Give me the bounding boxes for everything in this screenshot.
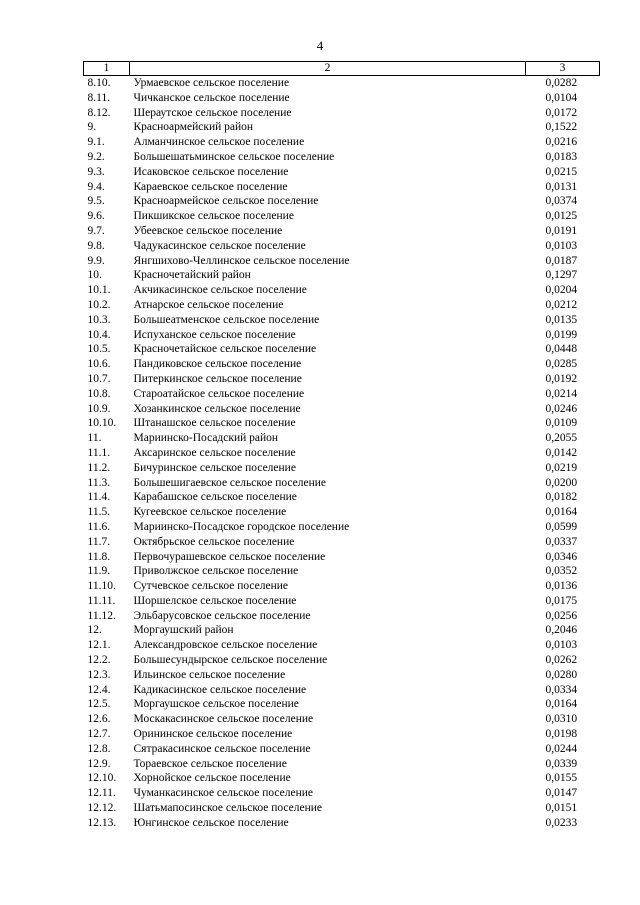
row-value: 0,0285 bbox=[545, 358, 578, 371]
row-number: 12.4. bbox=[87, 683, 111, 696]
settlement-name: Бичуринское сельское поселение bbox=[133, 461, 296, 474]
row-number: 11.9. bbox=[87, 565, 111, 578]
row-number: 10.6. bbox=[87, 358, 111, 371]
table-row bbox=[84, 431, 600, 446]
row-number: 10.3. bbox=[87, 313, 111, 326]
row-value: 0,0164 bbox=[545, 698, 578, 711]
settlement-name: Питеркинское сельское поселение bbox=[133, 372, 302, 385]
row-number: 8.12. bbox=[87, 106, 111, 119]
table-row bbox=[84, 623, 600, 638]
table-row bbox=[84, 638, 600, 653]
row-number: 11.3. bbox=[87, 476, 111, 489]
row-number: 12.7. bbox=[87, 728, 111, 741]
row-value: 0,0103 bbox=[545, 639, 578, 652]
row-number: 9.4. bbox=[87, 180, 105, 193]
row-number: 9.7. bbox=[87, 224, 105, 237]
row-value: 0,2046 bbox=[545, 624, 578, 637]
table-row bbox=[84, 165, 600, 180]
row-number: 9.8. bbox=[87, 239, 105, 252]
settlement-name: Красночетайское сельское поселение bbox=[133, 343, 317, 356]
table-row bbox=[84, 120, 600, 135]
row-number: 12.11. bbox=[87, 787, 116, 800]
row-number: 10.2. bbox=[87, 298, 111, 311]
table-row bbox=[84, 461, 600, 476]
row-value: 0,0175 bbox=[545, 594, 578, 607]
table-row bbox=[84, 564, 600, 579]
table-row bbox=[84, 535, 600, 550]
settlement-name: Красноармейский район bbox=[133, 121, 254, 134]
row-value: 0,0448 bbox=[545, 343, 578, 356]
row-number: 11.6. bbox=[87, 520, 111, 533]
row-number: 11.2. bbox=[87, 461, 111, 474]
table-row bbox=[84, 683, 600, 698]
row-value: 0,0125 bbox=[545, 210, 578, 223]
row-number: 9.9. bbox=[87, 254, 105, 267]
row-value: 0,0216 bbox=[545, 136, 578, 149]
settlement-name: Сутчевское сельское поселение bbox=[133, 580, 288, 593]
table-row bbox=[84, 579, 600, 594]
table-row bbox=[84, 594, 600, 609]
table-row bbox=[84, 342, 600, 357]
row-value: 0,2055 bbox=[545, 432, 578, 445]
table-row bbox=[84, 402, 600, 417]
settlement-name: Юнгинское сельское поселение bbox=[133, 816, 289, 829]
settlement-name: Первочурашевское сельское поселение bbox=[133, 550, 326, 563]
header-col-2: 2 bbox=[130, 62, 526, 76]
table-row bbox=[84, 150, 600, 165]
table-row bbox=[84, 372, 600, 387]
table-row bbox=[84, 135, 600, 150]
row-value: 0,0374 bbox=[545, 195, 578, 208]
settlement-name: Чуманкасинское сельское поселение bbox=[133, 787, 314, 800]
settlement-name: Тораевское сельское поселение bbox=[133, 757, 287, 770]
settlement-name: Шатьмапосинское сельское поселение bbox=[133, 802, 323, 815]
row-value: 0,0103 bbox=[545, 239, 578, 252]
settlement-name: Кугеевское сельское поселение bbox=[133, 506, 287, 519]
row-number: 11.10. bbox=[87, 580, 116, 593]
row-number: 10.7. bbox=[87, 372, 111, 385]
row-value: 0,0199 bbox=[545, 328, 578, 341]
table-row bbox=[84, 387, 600, 402]
row-number: 12. bbox=[87, 624, 102, 637]
settlement-name: Александровское сельское поселение bbox=[133, 639, 318, 652]
row-value: 0,0262 bbox=[545, 654, 578, 667]
row-value: 0,0109 bbox=[545, 417, 578, 430]
table-row bbox=[84, 328, 600, 343]
row-number: 10.10. bbox=[87, 417, 117, 430]
settlement-name: Красночетайский район bbox=[133, 269, 251, 282]
settlement-name: Шоршелское сельское поселение bbox=[133, 594, 297, 607]
row-value: 0,0151 bbox=[545, 802, 578, 815]
table-row bbox=[84, 505, 600, 520]
row-value: 0,0131 bbox=[545, 180, 578, 193]
table-row bbox=[84, 298, 600, 313]
row-value: 0,0215 bbox=[545, 165, 578, 178]
allocation-table bbox=[83, 61, 600, 831]
table-row bbox=[84, 106, 600, 121]
settlement-name: Хозанкинское сельское поселение bbox=[133, 402, 301, 415]
row-number: 12.5. bbox=[87, 698, 111, 711]
settlement-name: Карабашское сельское поселение bbox=[133, 491, 297, 504]
settlement-name: Москакасинское сельское поселение bbox=[133, 713, 314, 726]
table-row bbox=[84, 550, 600, 565]
settlement-name: Большеатменское сельское поселение bbox=[133, 313, 320, 326]
settlement-name: Алманчинское сельское поселение bbox=[133, 136, 305, 149]
table-row bbox=[84, 668, 600, 683]
table-row bbox=[84, 76, 600, 91]
row-value: 0,0334 bbox=[545, 683, 578, 696]
row-number: 12.13. bbox=[87, 816, 117, 829]
row-number: 12.8. bbox=[87, 742, 111, 755]
row-value: 0,0346 bbox=[545, 550, 578, 563]
row-value: 0,0142 bbox=[545, 446, 578, 459]
table-row bbox=[84, 490, 600, 505]
row-number: 11.11. bbox=[87, 594, 116, 607]
header-col-1: 1 bbox=[84, 62, 130, 76]
row-number: 9.3. bbox=[87, 165, 105, 178]
row-number: 10.1. bbox=[87, 284, 111, 297]
settlement-name: Моргаушский район bbox=[133, 624, 234, 637]
settlement-name: Урмаевское сельское поселение bbox=[133, 77, 290, 89]
row-value: 0,0256 bbox=[545, 609, 578, 622]
row-number: 9.2. bbox=[87, 150, 105, 163]
row-number: 12.6. bbox=[87, 713, 111, 726]
settlement-name: Хорнойское сельское поселение bbox=[133, 772, 291, 785]
row-value: 0,0219 bbox=[545, 461, 578, 474]
row-value: 0,0204 bbox=[545, 284, 578, 297]
table-row bbox=[84, 180, 600, 195]
row-number: 11.8. bbox=[87, 550, 111, 563]
table-row bbox=[84, 209, 600, 224]
settlement-name: Сятракасинское сельское поселение bbox=[133, 742, 311, 755]
row-value: 0,0246 bbox=[545, 402, 578, 415]
settlement-name: Пандиковское сельское поселение bbox=[133, 358, 302, 371]
row-value: 0,0182 bbox=[545, 491, 578, 504]
settlement-name: Чичканское сельское поселение bbox=[133, 91, 290, 104]
row-value: 0,0339 bbox=[545, 757, 578, 770]
row-value: 0,0212 bbox=[545, 298, 578, 311]
settlement-name: Ильинское сельское поселение bbox=[133, 668, 286, 681]
table-row bbox=[84, 727, 600, 742]
table-row bbox=[84, 313, 600, 328]
table-row bbox=[84, 239, 600, 254]
settlement-name: Красноармейское сельское поселение bbox=[133, 195, 319, 208]
table-row bbox=[84, 224, 600, 239]
settlement-name: Пикшикское сельское поселение bbox=[133, 210, 294, 223]
table-row bbox=[84, 712, 600, 727]
row-number: 10.4. bbox=[87, 328, 111, 341]
row-value: 0,1297 bbox=[545, 269, 578, 282]
row-number: 10.5. bbox=[87, 343, 111, 356]
settlement-name: Кадикасинское сельское поселение bbox=[133, 683, 307, 696]
settlement-name: Приволжское сельское поселение bbox=[133, 565, 299, 578]
table-row bbox=[84, 816, 600, 831]
table-row bbox=[84, 416, 600, 431]
row-number: 10. bbox=[87, 269, 102, 282]
table-row bbox=[84, 771, 600, 786]
table-row bbox=[84, 357, 600, 372]
row-value: 0,0135 bbox=[545, 313, 578, 326]
row-number: 11.5. bbox=[87, 506, 111, 519]
settlement-name: Октябрьское сельское поселение bbox=[133, 535, 295, 548]
table-row bbox=[84, 786, 600, 801]
settlement-name: Аксаринское сельское поселение bbox=[133, 446, 296, 459]
row-value: 0,0244 bbox=[545, 742, 578, 755]
settlement-name: Мариинско-Посадский район bbox=[133, 432, 279, 445]
settlement-name: Караевское сельское поселение bbox=[133, 180, 288, 193]
table-row bbox=[84, 520, 600, 535]
row-value: 0,0337 bbox=[545, 535, 578, 548]
row-number: 11.12. bbox=[87, 609, 116, 622]
row-number: 9. bbox=[87, 121, 97, 134]
settlement-name: Эльбарусовское сельское поселение bbox=[133, 609, 311, 622]
settlement-name: Акчикасинское сельское поселение bbox=[133, 284, 307, 297]
table-body bbox=[84, 76, 600, 831]
settlement-name: Янгшихово-Челлинское сельское поселение bbox=[133, 254, 350, 267]
row-number: 12.9. bbox=[87, 757, 111, 770]
row-number: 8.10. bbox=[87, 77, 111, 89]
row-value: 0,0310 bbox=[545, 713, 578, 726]
row-number: 12.12. bbox=[87, 802, 117, 815]
settlement-name: Убеевское сельское поселение bbox=[133, 224, 283, 237]
table-row bbox=[84, 697, 600, 712]
row-number: 12.2. bbox=[87, 654, 111, 667]
settlement-name: Орининское сельское поселение bbox=[133, 728, 293, 741]
row-value: 0,1522 bbox=[545, 121, 578, 134]
row-number: 10.8. bbox=[87, 387, 111, 400]
row-number: 9.6. bbox=[87, 210, 105, 223]
row-value: 0,0104 bbox=[545, 91, 578, 104]
settlement-name: Чадукасинское сельское поселение bbox=[133, 239, 306, 252]
table-row bbox=[84, 653, 600, 668]
settlement-name: Большесундырское сельское поселение bbox=[133, 654, 328, 667]
row-value: 0,0172 bbox=[545, 106, 578, 119]
row-number: 12.10. bbox=[87, 772, 117, 785]
row-number: 9.1. bbox=[87, 136, 105, 149]
table-row bbox=[84, 742, 600, 757]
settlement-name: Испуханское сельское поселение bbox=[133, 328, 296, 341]
row-number: 11.7. bbox=[87, 535, 111, 548]
settlement-name: Атнарское сельское поселение bbox=[133, 298, 284, 311]
table-row bbox=[84, 476, 600, 491]
row-number: 8.11. bbox=[87, 91, 111, 104]
header-col-3: 3 bbox=[526, 62, 600, 76]
table-row bbox=[84, 757, 600, 772]
row-number: 12.1. bbox=[87, 639, 111, 652]
settlement-name: Моргаушское сельское поселение bbox=[133, 698, 299, 711]
row-number: 9.5. bbox=[87, 195, 105, 208]
row-value: 0,0183 bbox=[545, 150, 578, 163]
row-number: 10.9. bbox=[87, 402, 111, 415]
row-value: 0,0599 bbox=[545, 520, 578, 533]
settlement-name: Мариинско-Посадское городское поселение bbox=[133, 520, 350, 533]
table-row bbox=[84, 91, 600, 106]
row-value: 0,0280 bbox=[545, 668, 578, 681]
row-value: 0,0164 bbox=[545, 506, 578, 519]
table-row bbox=[84, 254, 600, 269]
row-number: 11.1. bbox=[87, 446, 111, 459]
row-value: 0,0192 bbox=[545, 372, 578, 385]
settlement-name: Шераутское сельское поселение bbox=[133, 106, 292, 119]
table-row bbox=[84, 801, 600, 816]
table-row bbox=[84, 283, 600, 298]
page-number: 4 bbox=[316, 38, 324, 53]
settlement-name: Староатайское сельское поселение bbox=[133, 387, 305, 400]
settlement-name: Штанашское сельское поселение bbox=[133, 417, 296, 430]
row-number: 11. bbox=[87, 432, 102, 445]
settlement-name: Большешигаевское сельское поселение bbox=[133, 476, 327, 489]
table-row bbox=[84, 268, 600, 283]
row-value: 0,0352 bbox=[545, 565, 578, 578]
table-row bbox=[84, 446, 600, 461]
row-value: 0,0198 bbox=[545, 728, 578, 741]
row-value: 0,0136 bbox=[545, 580, 578, 593]
settlement-name: Большешатьминское сельское поселение bbox=[133, 150, 335, 163]
row-value: 0,0282 bbox=[545, 77, 578, 89]
row-value: 0,0155 bbox=[545, 772, 578, 785]
row-value: 0,0233 bbox=[545, 816, 578, 829]
table-header bbox=[84, 62, 600, 76]
row-number: 12.3. bbox=[87, 668, 111, 681]
row-value: 0,0200 bbox=[545, 476, 578, 489]
settlement-name: Исаковское сельское поселение bbox=[133, 165, 289, 178]
row-value: 0,0147 bbox=[545, 787, 578, 800]
table-row bbox=[84, 194, 600, 209]
row-value: 0,0187 bbox=[545, 254, 578, 267]
row-value: 0,0214 bbox=[545, 387, 578, 400]
row-number: 11.4. bbox=[87, 491, 111, 504]
table-row bbox=[84, 609, 600, 624]
row-value: 0,0191 bbox=[545, 224, 578, 237]
